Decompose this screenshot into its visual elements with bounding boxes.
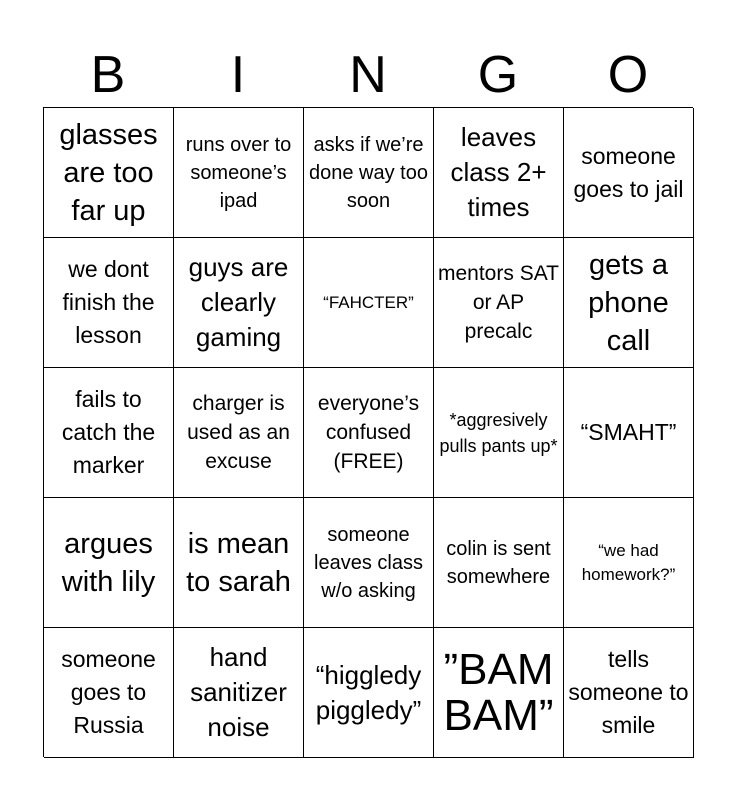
header-letter-g: G (477, 46, 519, 104)
bingo-cell-r2-c2[interactable] (174, 238, 304, 368)
cell-text: someone goes to Russia (61, 646, 156, 738)
bingo-cell-r1-c5[interactable] (564, 108, 694, 238)
header-letter-o: O (607, 46, 649, 104)
bingo-cell-r1-c4[interactable] (434, 108, 564, 238)
cell-text: “FAHCTER” (323, 292, 414, 312)
bingo-cell-r4-c4[interactable] (434, 498, 564, 628)
bingo-cell-r3-c1[interactable] (44, 368, 174, 498)
cell-text: “SMAHT” (580, 419, 677, 445)
bingo-cell-r2-c5[interactable] (564, 238, 694, 368)
bingo-cell-r3-c2[interactable] (174, 368, 304, 498)
bingo-cell-r2-c3[interactable] (304, 238, 434, 368)
bingo-cell-r3-c3[interactable] (304, 368, 434, 498)
bingo-cell-r3-c4[interactable] (434, 368, 564, 498)
cell-text: glasses are too far up (59, 118, 158, 227)
bingo-cell-r5-c1[interactable] (44, 628, 174, 758)
cell-text: leaves class 2+ times (450, 122, 547, 222)
bingo-cell-r3-c5[interactable] (564, 368, 694, 498)
cell-text: is mean to sarah (186, 527, 291, 598)
cell-text: guys are clearly gaming (188, 252, 289, 352)
cell-text: someone leaves class w/o asking (314, 523, 423, 602)
bingo-cell-r5-c2[interactable] (174, 628, 304, 758)
bingo-cell-r4-c2[interactable] (174, 498, 304, 628)
header-letter-n: N (349, 46, 387, 104)
bingo-cell-r5-c3[interactable] (304, 628, 434, 758)
cell-text: *aggresively pulls pants up* (439, 409, 558, 456)
cell-text: mentors SAT or AP precalc (438, 262, 559, 343)
bingo-cell-r4-c1[interactable] (44, 498, 174, 628)
cell-text: everyone’s confused (FREE) (317, 392, 420, 473)
cell-text: gets a phone call (588, 248, 669, 357)
bingo-cell-r2-c4[interactable] (434, 238, 564, 368)
bingo-cell-r1-c3[interactable] (304, 108, 434, 238)
cell-text: fails to catch the marker (61, 386, 156, 478)
cell-text: “higgledy piggledy” (315, 659, 422, 725)
bingo-board (43, 107, 693, 757)
cell-text: “we had homework?” (581, 540, 676, 584)
bingo-cell-r4-c3[interactable] (304, 498, 434, 628)
bingo-cell-r5-c5[interactable] (564, 628, 694, 758)
header-letter-b: B (90, 46, 126, 104)
cell-text: charger is used as an excuse (187, 392, 290, 473)
cell-text: tells someone to smile (568, 646, 689, 738)
bingo-cell-r1-c1[interactable] (44, 108, 174, 238)
bingo-cell-r4-c5[interactable] (564, 498, 694, 628)
bingo-cell-r2-c1[interactable] (44, 238, 174, 368)
cell-text: runs over to someone’s ipad (185, 133, 292, 212)
bingo-header (43, 44, 693, 106)
cell-text: argues with lily (61, 527, 156, 598)
cell-text: colin is sent somewhere (446, 537, 551, 588)
cell-text: hand sanitizer noise (190, 642, 287, 742)
cell-text: we dont finish the lesson (62, 256, 155, 348)
header-letter-i: I (230, 46, 246, 104)
bingo-cell-r5-c4[interactable] (434, 628, 564, 758)
cell-text: ”BAM BAM” (443, 644, 554, 740)
cell-text: someone goes to jail (573, 142, 684, 202)
cell-text: asks if we’re done way too soon (309, 133, 428, 212)
bingo-cell-r1-c2[interactable] (174, 108, 304, 238)
